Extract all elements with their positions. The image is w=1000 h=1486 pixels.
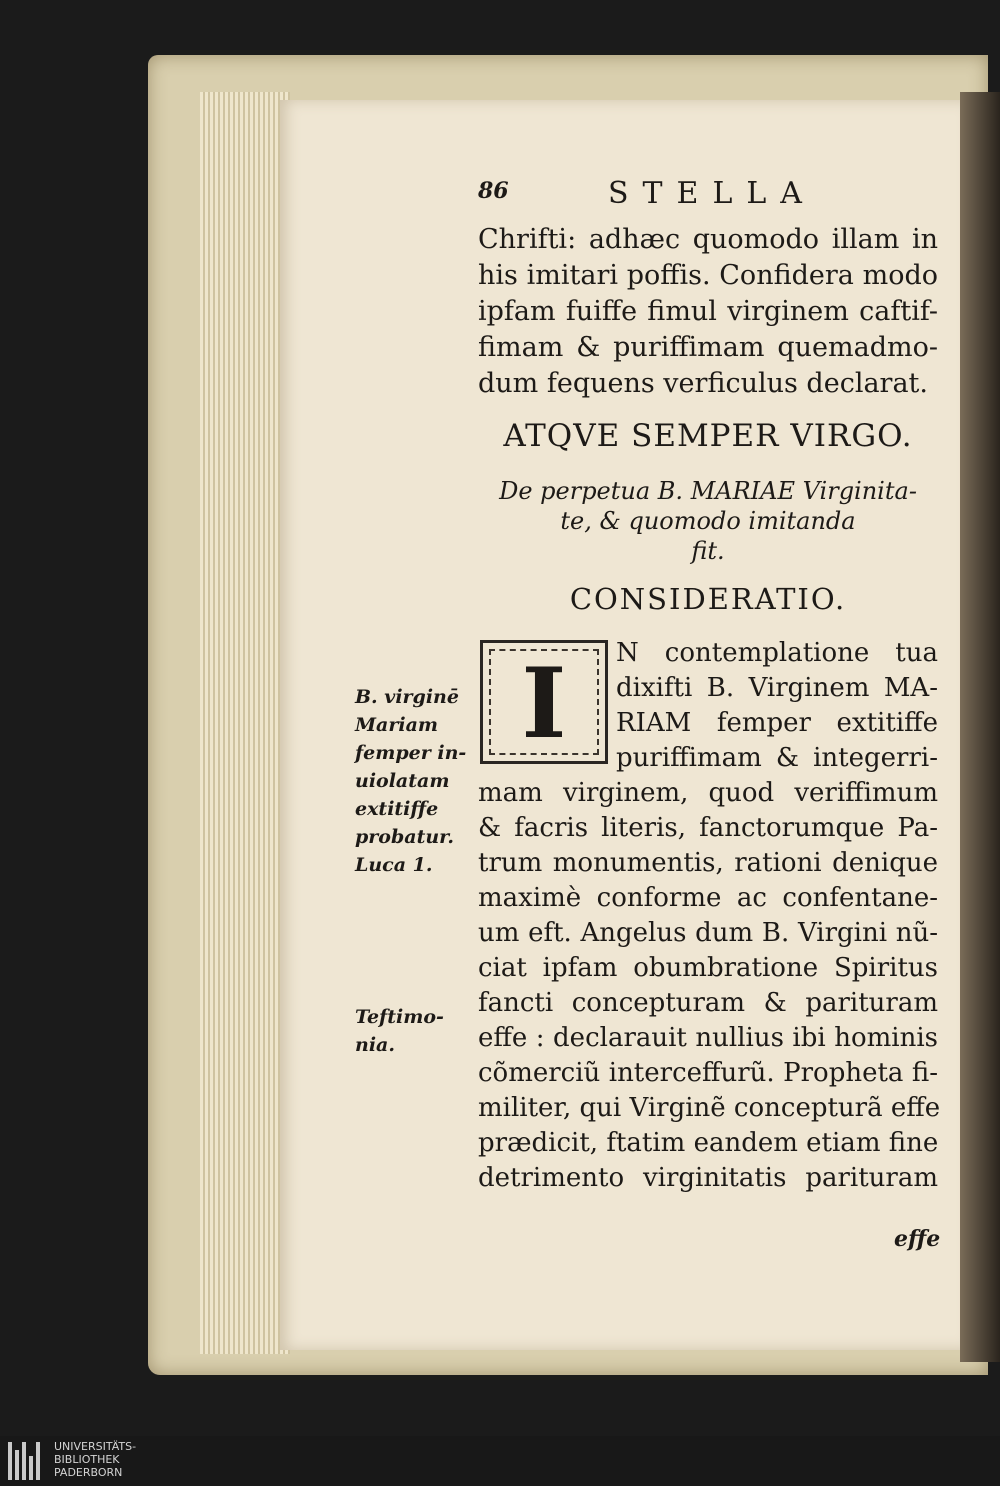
decorated-initial bbox=[480, 640, 608, 764]
text-line: Chrifti: adhæc quomodo illam in bbox=[478, 224, 938, 255]
text-line: N contemplatione tua bbox=[616, 638, 938, 668]
margin-note bbox=[355, 1003, 473, 1059]
margin-note-line: femper in- bbox=[355, 742, 467, 764]
logo-line: BIBLIOTHEK bbox=[54, 1453, 120, 1466]
initial-letter: I bbox=[521, 647, 567, 760]
text-line: ipfam fuiffe fimul virginem caftif- bbox=[478, 296, 938, 327]
text-line: fancti concepturam & parituram bbox=[478, 988, 938, 1018]
text-line: dum fequens verficulus declarat. bbox=[478, 368, 928, 399]
library-barcode-icon bbox=[8, 1442, 46, 1480]
margin-note-line: Luca 1. bbox=[355, 854, 433, 876]
text-line: prædicit, ftatim eandem etiam fine bbox=[478, 1128, 939, 1158]
catchword: effe bbox=[894, 1226, 941, 1252]
margin-note bbox=[355, 683, 473, 879]
margin-note-line: extitiffe bbox=[355, 798, 439, 820]
page-edges bbox=[200, 92, 290, 1354]
text-line: detrimento virginitatis parituram bbox=[478, 1163, 938, 1193]
text-line: cõmerciũ interceffurũ. Propheta fi- bbox=[478, 1058, 938, 1088]
text-line: maximè conforme ac confentane- bbox=[478, 883, 938, 913]
book-spine bbox=[960, 92, 1000, 1362]
section-subheading bbox=[478, 476, 938, 566]
subheading-line: fit. bbox=[691, 537, 725, 565]
subheading-line: te, & quomodo imitanda bbox=[560, 507, 856, 535]
page-number: 86 bbox=[478, 178, 509, 204]
text-line: um eft. Angelus dum B. Virgini nũ- bbox=[478, 918, 938, 948]
logo-line: UNIVERSITÄTS- bbox=[54, 1440, 137, 1453]
consideratio-title: CONSIDERATIO. bbox=[569, 582, 847, 616]
text-line: fimam & puriffimam quemadmo- bbox=[478, 332, 938, 363]
text-line: trum monumentis, rationi denique bbox=[478, 848, 938, 878]
library-footer bbox=[0, 1436, 1000, 1486]
text-line: RIAM femper extitiffe bbox=[616, 708, 938, 738]
text-line: mam virginem, quod veriffimum bbox=[478, 778, 938, 808]
text-line: dixifti B. Virginem MA- bbox=[616, 673, 938, 703]
text-line: ciat ipfam obumbratione Spiritus bbox=[478, 953, 938, 983]
margin-note-line: uiolatam bbox=[355, 770, 450, 792]
margin-note-line: B. virginē bbox=[355, 686, 459, 708]
text-line: effe : declarauit nullius ibi hominis bbox=[478, 1023, 938, 1053]
text-line: militer, qui Virginẽ concepturã effe bbox=[478, 1093, 941, 1123]
margin-note-line: probatur. bbox=[355, 826, 455, 848]
library-logo-text bbox=[54, 1440, 136, 1479]
margin-note-line: nia. bbox=[355, 1034, 395, 1056]
section-heading: ATQVE SEMPER VIRGO. bbox=[503, 418, 913, 454]
margin-note-line: Mariam bbox=[355, 714, 438, 736]
intro-paragraph bbox=[478, 222, 938, 402]
text-line: his imitari poffis. Confidera modo bbox=[478, 260, 938, 291]
running-head: STELLA bbox=[608, 176, 816, 211]
subheading-line: De perpetua B. MARIAE Virginita- bbox=[499, 477, 917, 505]
text-line: & facris literis, fanctorumque Pa- bbox=[478, 813, 938, 843]
page-header bbox=[478, 178, 938, 218]
margin-note-line: Teftimo- bbox=[355, 1006, 444, 1028]
logo-line: PADERBORN bbox=[54, 1466, 123, 1479]
text-line: puriffimam & integerri- bbox=[616, 743, 938, 773]
